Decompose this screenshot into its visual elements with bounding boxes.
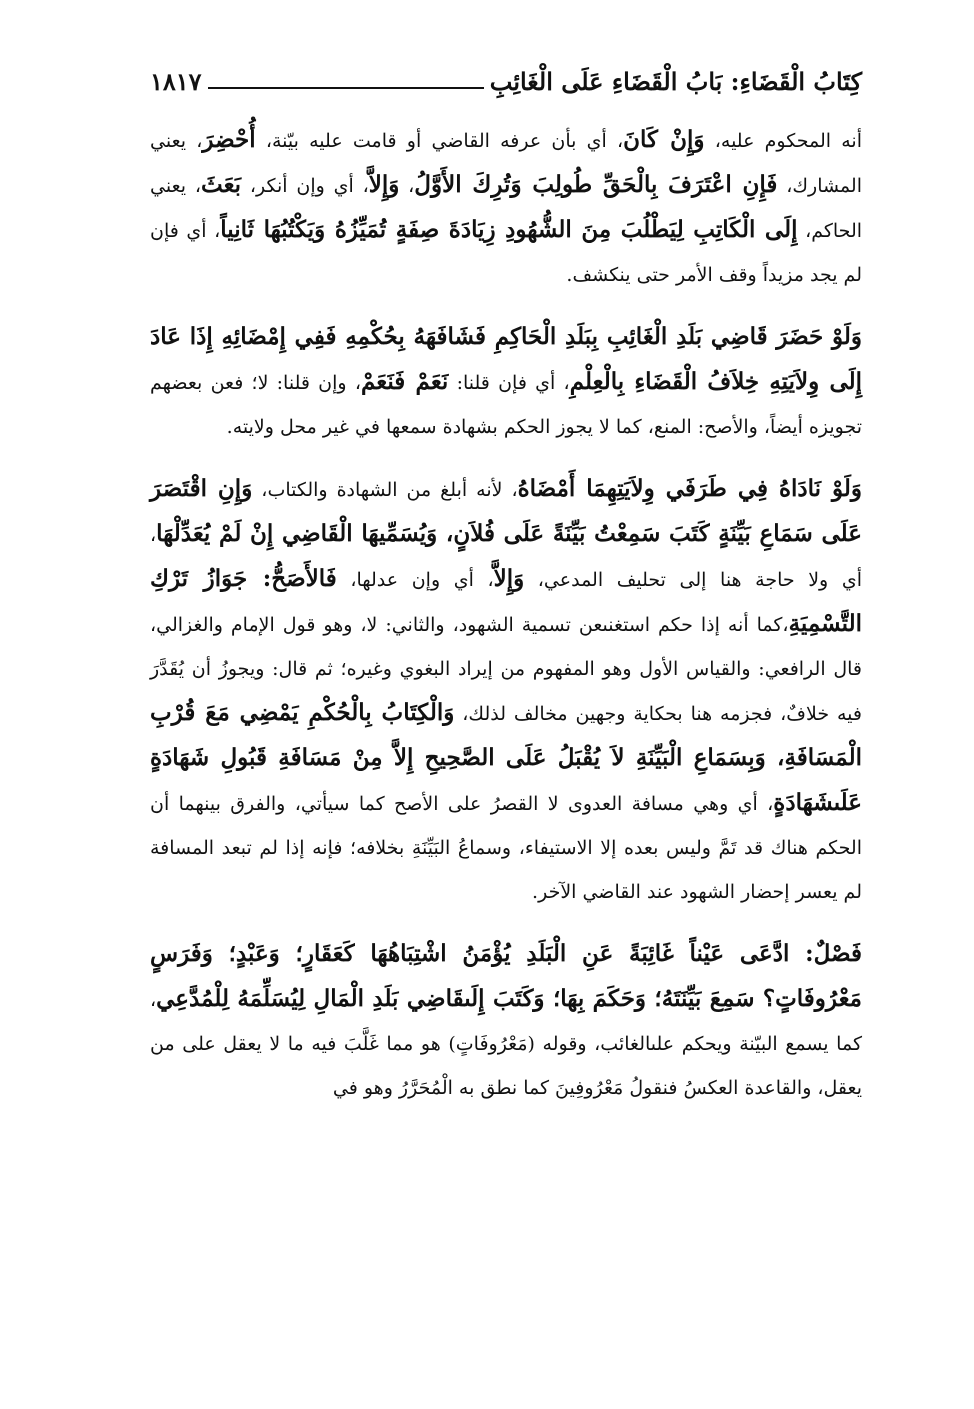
running-header [150, 56, 862, 96]
chapter-title: كِتَابُ الْقَضَاءِ: بَابُ الْقَضَاءِ عَلَى الْغَائِبِ [489, 67, 862, 96]
page-number: ١٨١٧ [150, 67, 202, 96]
paragraph [150, 467, 862, 914]
matn-text: نَعَمْ فَنَعَمْ [360, 368, 449, 395]
matn-text: وَإِلاَّ [493, 565, 525, 592]
matn-text: وَلَوْ نَادَاهُ فِي طَرَفَي وِلاَيَتِهِمَا أَمْضَاهُ [517, 475, 862, 502]
paragraph [150, 932, 862, 1110]
commentary-text: ، أي ولا حاجة هنا إلى تحليف المدعي، [150, 524, 862, 591]
matn-text: فَإِنِ اعْتَرَفَ بِالْحَقِّ طُولِبَ وَتُرِكَ الأَوَّلُ [414, 171, 778, 198]
commentary-text: ، يعني الحاكم، [150, 175, 863, 242]
commentary-text: ، أي وإن عدلها، [336, 569, 494, 591]
paragraph [150, 118, 862, 297]
commentary-text: ، أي بأن عرفه القاضي أو قامت عليه بيّنة، [255, 130, 624, 152]
matn-text: وَإِنِ اقْتَصَرَ عَلَى سَمَاعِ بَيِّنَةٍ كَتَبَ سَمِعْتُ بَيِّنَةً عَلَى فُلاَنٍ، وَيُسَمِّيهَا الْقَاضِي إِنْ لَمْ يُعَدِّلْهَا [150, 475, 862, 547]
matn-text: فَصْلٌ: ادَّعَى عَيْناً غَائِبَةً عَنِ الْبَلَدِ يُؤْمَنُ اشْتِبَاهُهَا كَعَقَارٍ؛ وَعَبْدٍ؛ وَفَرَسٍ مَعْرُوفَاتٍ؟ سَمِعَ بَيِّنَتَهُ؛ وَحَكَمَ بِهَا؛ وَكَتَبَ إِلَىقَاضِي بَلَدِ الْمَالِ لِيُسَلِّمَهُ لِلْمُدَّعِي [150, 940, 862, 1012]
commentary-text: ، أي فإن قلنا: [448, 372, 570, 394]
commentary-text: ، أي وهي مسافة العدوى لا القصرُ على الأصح كما سيأتي، والفرق بينهما أن الحكم هناك قد تَمَّ وليس بعده إلا الاستيفاء، وسماعُ البَيِّنَةِ بخلافه؛ فإنه إذا لم تبعد المسافة لم يعسر إحضار الشهود عند القاضي الآخر. [150, 793, 862, 903]
commentary-text: ، وإن قلنا: لا؛ فعن بعضهم تجويزه أيضاً، والأصح: المنع، كما لا يجوز الحكم بشهادة سمعها في غير محل ولايته. [150, 372, 862, 438]
matn-text: وَالْكِتَابُ بِالْحُكْمِ يَمْضِي مَعَ قُرْبِ الْمَسَافَةِ، وَبِسَمَاعِ الْبَيِّنَةِ لاَ يُقْبَلُ عَلَى الصَّحِيحِ إِلاَّ مِنْ مَسَافَةِ قَبُولِ شَهَادَةٍ عَلَىشَهَادَةٍ [150, 699, 862, 816]
matn-text: وَإِنْ كَانَ [623, 126, 705, 153]
commentary-text: ، يعني المشارك، [150, 130, 862, 197]
commentary-text: أنه المحكوم عليه، [704, 130, 862, 152]
matn-text: وَلَوْ حَضَرَ قَاضِي بَلَدِ الْغَائِبِ بِبَلَدِ الْحَاكِمِ فَشَافَهَهُ بِحُكْمِهِ فَفِي إِمْضَائِهِ إِذَا عَادَ إِلَى وِلاَيَتِهِ خِلاَفُ الْقَضَاءِ بِالْعِلْمِ [150, 323, 863, 395]
commentary-text: ، لأنه أبلغ من الشهادة والكتاب، [252, 479, 518, 501]
commentary-text: ، أي وإن أنكر، [241, 175, 369, 197]
matn-text: وَإِلاَّ [368, 171, 400, 198]
body-text [150, 118, 862, 1128]
matn-text: فَالأَصَحُّ: جَوَازُ تَرْكِ التَّسْمِيَةِ [150, 565, 862, 637]
matn-text: إِلَى الْكَاتِبِ لِيَطْلُبَ مِنَ الشُّهُودِ زِيَادَةَ صِفَةٍ تُمَيِّزُهُ وَيَكْتُبُهَا ثَانِياً [220, 216, 798, 243]
commentary-text: ،كما أنه إذا حكم استغنىعن تسمية الشهود، والثاني: لا، وهو قول الإمام والغزالي، قال الرافعي: والقياس الأول وهو المفهوم من إيراد البغوي وغيره؛ ثم قال: ويجوزُ أن يُقَدَّرَ فيه خلافٌ، فجزمه هنا بحكاية وجهين مخالف لذلك، [150, 614, 862, 725]
header-rule [208, 87, 484, 89]
commentary-text: ، [399, 175, 415, 197]
commentary-text: ، كما يسمع البيّنة ويحكم علىالغائب، وقوله (مَعْرُوفَاتٍ) هو مما غَلَّبَ فيه ما لا يعقل على من يعقل، والقاعدة العكسُ فنقولُ مَعْرُوفِينَ كما نطق به الْمُحَرَّرُ وهو في [150, 989, 862, 1099]
matn-text: أُحْضِرَ [202, 126, 256, 153]
matn-text: بَعَثَ [200, 171, 242, 198]
paragraph [150, 315, 862, 449]
commentary-text: ، أي فإن لم يجد مزيداً وقف الأمر حتى ينكشف. [150, 220, 862, 286]
